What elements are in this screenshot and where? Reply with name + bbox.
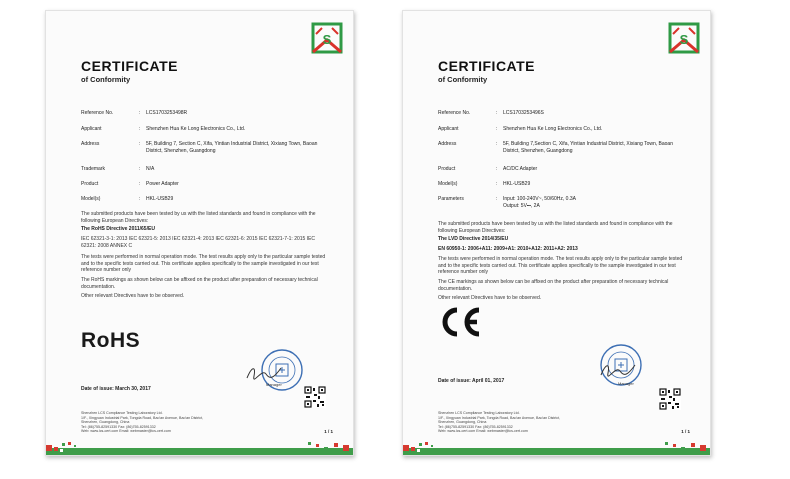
product-row: Product : Power Adapter	[81, 181, 333, 188]
address-value: 5F, Building 7, Section C, Xifa, Yintian Industrial District, Xixiang Town, Baoan District, Shenzhen, Guangdong	[146, 141, 318, 154]
field-label: Reference No.	[438, 110, 471, 116]
rohs-certificate	[45, 10, 354, 456]
footer-line: Web: www.lcs-cert.com Email: webmaster@lcs-cert.com	[81, 429, 171, 434]
field-label: Product	[81, 181, 99, 187]
compliance-statement: The submitted products have been tested by us with the listed standards and found in compliance with the following European Directives:	[81, 211, 316, 224]
certificate-subtitle: of Conformity	[81, 75, 131, 84]
page-number: 1 / 1	[681, 429, 690, 434]
applicant-row: Applicant : Shenzhen Hua Ke Long Electronics Co., Ltd.	[438, 126, 690, 133]
date-of-issue: Date of issue: April 01, 2017	[438, 378, 505, 384]
field-label	[438, 203, 496, 210]
model-row: Model(s) : HKL-USB29	[438, 181, 690, 188]
manager-label: Manager	[618, 381, 634, 386]
footer-line: 1/F., Xingyuan Industrial Park, Tongda Road, Bao'an Avenue, Bao'an District,	[81, 415, 204, 420]
product-row: Product : AC/DC Adapter	[438, 166, 690, 173]
address-row: Address : 5F, Building 7,Section C, Xifa, Yintian Industrial District, Xixiang Town, Baoan District, Shenzhen, Guangdong	[438, 141, 690, 154]
other-directives-note: Other relevant Directives have to be observed.	[438, 295, 542, 301]
marking-note: The RoHS markings as shown below can be affixed on the product after preparation of necessary technical documentation.	[81, 277, 318, 290]
directive-title: The LVD Directive 2014/35/EU	[438, 236, 509, 242]
rohs-mark: RoHS	[81, 329, 141, 352]
field-label: Product	[438, 166, 456, 172]
parameters-output-value: Output: 5V⎓, 2A	[503, 203, 540, 209]
manager-label: Manager	[266, 382, 282, 387]
decorative-footer-band	[403, 439, 710, 455]
field-label: Model(s)	[81, 196, 101, 202]
trademark-value: N/A	[146, 166, 155, 172]
reference-no-value: LCS1703253496S	[503, 110, 544, 116]
product-value: AC/DC Adapter	[503, 166, 538, 172]
standards-list: IEC 62321-3-1: 2013 IEC 62321-5: 2013 IEC 62321-4: 2013 IEC 62321-6: 2015 IEC 62321-7-1: 2015 IEC 62321: 2008 ANNEX C	[81, 236, 316, 249]
footer-line: Shenzhen LCS Compliance Testing Laboratory Ltd.	[438, 411, 520, 415]
field-label: Applicant	[81, 126, 102, 132]
certificate-subtitle: of Conformity	[438, 75, 488, 84]
applicant-value: Shenzhen Hua Ke Long Electronics Co., Ltd.	[146, 126, 246, 132]
field-label: Address	[438, 141, 457, 147]
parameters-input-value: Input: 100-240V~, 50/60Hz, 0.3A	[503, 196, 576, 202]
footer-line: Tel: (86)755-82591330 Fax: (86)755-82591332	[81, 424, 156, 429]
trademark-row: Trademark : N/A	[81, 166, 333, 173]
reference-no-row: Reference No. : LCS1703253496S	[438, 110, 690, 117]
footer-line: Shenzhen, Guangdong, China	[81, 420, 130, 425]
field-label: Trademark	[81, 166, 105, 172]
footer-line: Shenzhen, Guangdong, China	[438, 420, 487, 425]
footer-line: Web: www.lcs-cert.com Email: webmaster@lcs-cert.com	[438, 429, 528, 434]
standards-list: EN 60950-1: 2006+A11: 2009+A1: 2010+A12: 2011+A2: 2013	[438, 246, 578, 252]
address-row: Address : 5F, Building 7, Section C, Xifa, Yintian Industrial District, Xixiang Town, Baoan District, Shenzhen, Guangdong	[81, 141, 333, 154]
marking-note: The CE markings as shown below can be affixed on the product after preparation of necessary technical documentation.	[438, 279, 669, 292]
footer-line: 1/F., Xingyuan Industrial Park, Tongda Road, Bao'an Avenue, Bao'an District,	[438, 415, 561, 420]
manager-signature-icon	[598, 361, 638, 379]
field-label: Model(s)	[438, 181, 458, 187]
qr-code-icon	[304, 386, 326, 408]
ce-certificate	[402, 10, 711, 456]
tests-note: The tests were performed in normal operation mode. The test results apply only to the particular sample tested and to the specific tests carried out. This certificate applies specifically to the sample investigated in our test reference number only	[81, 254, 326, 273]
certificate-title: CERTIFICATE	[81, 58, 179, 74]
model-row: Model(s) : HKL-USB29	[81, 196, 333, 203]
decorative-footer-band	[46, 439, 353, 455]
model-value: HKL-USB29	[146, 196, 174, 202]
compliance-statement: The submitted products have been tested by us with the listed standards and found in compliance with the following European Directives:	[438, 221, 673, 234]
svg-text:S: S	[679, 32, 689, 47]
field-label: Parameters	[438, 196, 464, 202]
footer-line: Tel: (86)755-82591330 Fax: (86)755-82591332	[438, 424, 513, 429]
parameters-output-row	[438, 203, 690, 210]
model-value: HKL-USB29	[503, 181, 531, 187]
parameters-row: Parameters : Input: 100-240V~, 50/60Hz, 0.3A	[438, 196, 690, 203]
address-value: 5F, Building 7,Section C, Xifa, Yintian Industrial District, Xixiang Town, Baoan District, Shenzhen, Guangdong	[503, 141, 673, 154]
lab-footer	[81, 411, 313, 434]
applicant-value: Shenzhen Hua Ke Long Electronics Co., Ltd.	[503, 126, 603, 132]
other-directives-note: Other relevant Directives have to be observed.	[81, 293, 185, 299]
lcs-logo-icon	[311, 22, 343, 56]
applicant-row: Applicant : Shenzhen Hua Ke Long Electronics Co., Ltd.	[81, 126, 333, 133]
lab-footer	[438, 411, 670, 434]
reference-no-row: Reference No. : LCS1703253498R	[81, 110, 333, 117]
tests-note: The tests were performed in normal operation mode. The test results apply only to the particular sample tested and to the specific tests carried out. This certificate applies specifically to the sample investigated in our test reference number only	[438, 256, 683, 275]
directive-title: The RoHS Directive 2011/65/EU	[81, 226, 155, 232]
certificate-title: CERTIFICATE	[438, 58, 536, 74]
page-number: 1 / 1	[324, 429, 333, 434]
field-label: Applicant	[438, 126, 459, 132]
date-of-issue: Date of issue: March 30, 2017	[81, 386, 151, 392]
product-value: Power Adapter	[146, 181, 179, 187]
reference-no-value: LCS1703253498R	[146, 110, 188, 116]
field-label: Reference No.	[81, 110, 114, 116]
lcs-logo-icon	[668, 22, 700, 56]
svg-text:S: S	[322, 32, 332, 47]
qr-code-icon	[659, 388, 681, 410]
manager-signature-icon	[244, 364, 284, 382]
field-label: Address	[81, 141, 100, 147]
footer-line: Shenzhen LCS Compliance Testing Laboratory Ltd.	[81, 411, 163, 415]
ce-mark-icon	[436, 305, 484, 339]
